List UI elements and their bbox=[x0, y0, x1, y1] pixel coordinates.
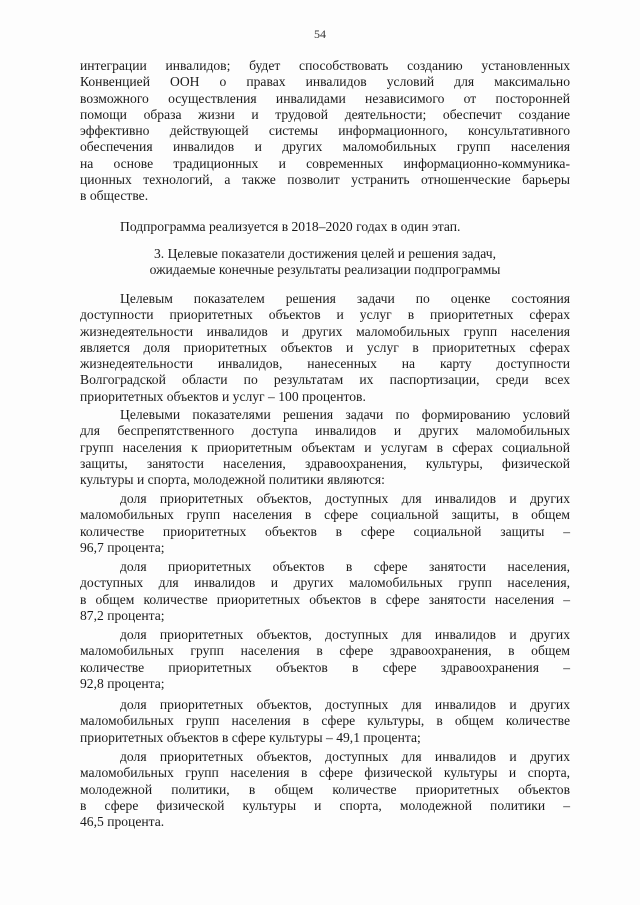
text-line: возможного осуществления инвалидами независимого от посторонней bbox=[80, 90, 570, 106]
text-line: доля приоритетных объектов, доступных для инвалидов и других bbox=[120, 749, 570, 764]
indicator-item-employment bbox=[80, 559, 570, 624]
text-line: доля приоритетных объектов в сфере занятости населения, bbox=[120, 559, 570, 574]
text-line: маломобильных групп населения в сфере культуры, в общем количестве bbox=[80, 713, 570, 729]
text-line: групп населения к приоритетным объектам и услугам в сферах социальной bbox=[80, 439, 570, 455]
indicator-item-healthcare bbox=[80, 627, 570, 692]
text-line: является доля приоритетных объектов и услуг в приоритетных сферах bbox=[80, 339, 570, 355]
text-line: Подпрограмма реализуется в 2018–2020 годах в один этап. bbox=[120, 219, 461, 234]
text-line: количестве приоритетных объектов в сфере здравоохранения – bbox=[80, 659, 570, 675]
text-line: доля приоритетных объектов, доступных для инвалидов и других bbox=[120, 697, 570, 712]
heading-line: 3. Целевые показатели достижения целей и решения задач, bbox=[153, 246, 497, 261]
text-line: молодежной политики, в общем количестве приоритетных объектов bbox=[80, 781, 570, 797]
indicator-item-culture bbox=[80, 697, 570, 746]
indicator-item-social-protection bbox=[80, 491, 570, 556]
period-paragraph bbox=[80, 219, 570, 235]
text-line: маломобильных групп населения в сфере социальной защиты, в общем bbox=[80, 507, 570, 523]
text-line: жизнедеятельности инвалидов, нанесенных на карту доступности bbox=[80, 356, 570, 372]
text-line: Целевыми показателями решения задачи по формированию условий bbox=[120, 407, 570, 422]
text-line: на основе традиционных и современных информационно-коммуника- bbox=[80, 155, 570, 171]
text-line: доля приоритетных объектов, доступных для инвалидов и других bbox=[120, 491, 570, 506]
text-line: доступных для инвалидов и других маломобильных групп населения, bbox=[80, 575, 570, 591]
text-line: Волгоградской области по результатам их паспортизации, среди всех bbox=[80, 372, 570, 388]
text-line: ционных технологий, а также позволит устранить отношенческие барьеры bbox=[80, 172, 570, 188]
text-line: интеграции инвалидов; будет способствовать созданию установленных bbox=[80, 58, 570, 73]
text-line: эффективно действующей системы информационного, консультативного bbox=[80, 123, 570, 139]
text-line: защиты, занятости населения, здравоохранения, культуры, физической bbox=[80, 455, 570, 471]
text-line: 96,7 процента; bbox=[80, 539, 165, 555]
text-line: для беспрепятственного доступа инвалидов и других маломобильных bbox=[80, 423, 570, 439]
text-line: приоритетных объектов и услуг – 100 процентов. bbox=[80, 388, 366, 404]
text-line: культуры и спорта, молодежной политики являются: bbox=[80, 472, 385, 488]
text-line: Целевым показателем решения задачи по оценке состояния bbox=[120, 291, 570, 306]
target-indicators-intro bbox=[80, 407, 570, 488]
text-line: доступности приоритетных объектов и услуг в приоритетных сферах bbox=[80, 307, 570, 323]
indicator-item-sport-youth bbox=[80, 749, 570, 830]
text-line: жизнедеятельности инвалидов и других маломобильных групп населения bbox=[80, 323, 570, 339]
text-line: маломобильных групп населения в сфере физической культуры и спорта, bbox=[80, 765, 570, 781]
target-indicator-paragraph bbox=[80, 291, 570, 405]
intro-paragraph bbox=[80, 58, 570, 205]
text-line: в обществе. bbox=[80, 188, 149, 204]
text-line: в общем количестве приоритетных объектов в сфере занятости населения – bbox=[80, 591, 570, 607]
text-line: доля приоритетных объектов, доступных для инвалидов и других bbox=[120, 627, 570, 642]
text-line: количестве приоритетных объектов в сфере социальной защиты – bbox=[80, 523, 570, 539]
text-line: 87,2 процента; bbox=[80, 607, 165, 623]
text-line: помощи образа жизни и трудовой деятельности; обеспечит создание bbox=[80, 106, 570, 122]
text-line: приоритетных объектов в сфере культуры – 49,1 процента; bbox=[80, 729, 421, 745]
text-line: в сфере физической культуры и спорта, молодежной политики – bbox=[80, 797, 570, 813]
text-line: 46,5 процента. bbox=[80, 814, 165, 830]
text-line: Конвенцией ООН о правах инвалидов условий для максимально bbox=[80, 74, 570, 90]
heading-line: ожидаемые конечные результаты реализации подпрограммы bbox=[149, 262, 501, 278]
text-line: обеспечения инвалидов и других маломобильных групп населения bbox=[80, 139, 570, 155]
text-line: маломобильных групп населения в сфере здравоохранения, в общем bbox=[80, 643, 570, 659]
page-number: 54 bbox=[314, 27, 326, 41]
text-line: 92,8 процента; bbox=[80, 675, 165, 691]
section-heading bbox=[80, 246, 570, 279]
